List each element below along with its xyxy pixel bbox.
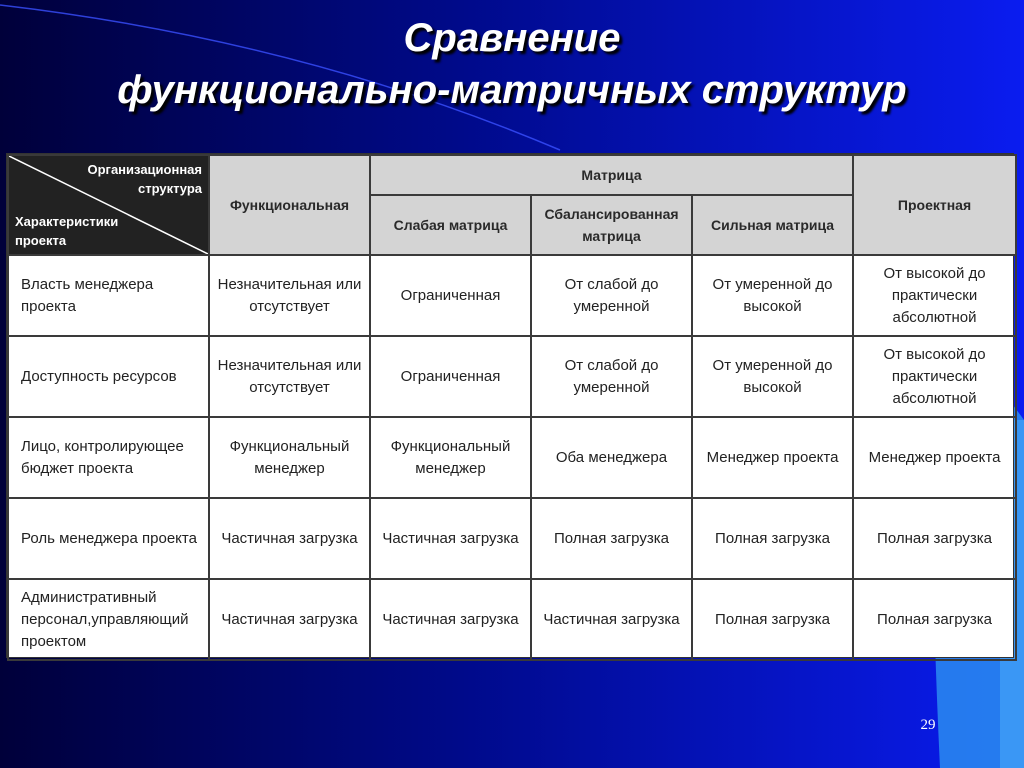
table-cell: Полная загрузка (692, 498, 853, 579)
slide-title (0, 12, 1024, 116)
table-cell: Функциональный менеджер (370, 417, 531, 498)
table-cell: Полная загрузка (531, 498, 692, 579)
table-row (8, 336, 1016, 417)
table-cell: Менеджер проекта (692, 417, 853, 498)
col-header-weak-matrix: Слабая матрица (370, 195, 531, 255)
comparison-table-container (6, 153, 1014, 658)
slide-number: 29 (920, 717, 936, 733)
col-header-functional: Функциональная (209, 155, 370, 255)
table-cell: От высокой до практически абсолютной (853, 255, 1016, 336)
row-label: Доступность ресурсов (8, 336, 209, 417)
col-header-matrix: Матрица (370, 155, 853, 195)
table-cell: Частичная загрузка (209, 498, 370, 579)
table-cell: От умеренной до высокой (692, 255, 853, 336)
corner-org-structure-label: Организационная структура (87, 162, 202, 196)
table-row (8, 417, 1016, 498)
table-cell: От умеренной до высокой (692, 336, 853, 417)
table-row (8, 255, 1016, 336)
table-cell: Частичная загрузка (209, 579, 370, 660)
table-cell: Полная загрузка (692, 579, 853, 660)
table-cell: Незначительная или отсутствует (209, 336, 370, 417)
table-cell: От высокой до практически абсолютной (853, 336, 1016, 417)
table-row (8, 498, 1016, 579)
row-label: Лицо, контролирующее бюджет проекта (8, 417, 209, 498)
table-row (8, 579, 1016, 660)
table-cell: Полная загрузка (853, 579, 1016, 660)
table-cell: Частичная загрузка (370, 498, 531, 579)
table-cell: Частичная загрузка (370, 579, 531, 660)
col-header-balanced-matrix: Сбалансированная матрица (531, 195, 692, 255)
table-cell: Оба менеджера (531, 417, 692, 498)
col-header-strong-matrix: Сильная матрица (692, 195, 853, 255)
col-header-project: Проектная (853, 155, 1016, 255)
row-label: Власть менеджера проекта (8, 255, 209, 336)
title-line-2: функционально-матричных структур (117, 68, 907, 112)
table-cell: Частичная загрузка (531, 579, 692, 660)
table-cell: Ограниченная (370, 336, 531, 417)
table-cell: Полная загрузка (853, 498, 1016, 579)
row-label: Роль менеджера проекта (8, 498, 209, 579)
title-line-1: Сравнение (403, 16, 621, 60)
row-label: Административный персонал,управляющий проектом (8, 579, 209, 660)
table-corner-header (8, 155, 209, 255)
table-cell: Менеджер проекта (853, 417, 1016, 498)
table-cell: Незначительная или отсутствует (209, 255, 370, 336)
table-cell: От слабой до умеренной (531, 255, 692, 336)
comparison-table (7, 154, 1017, 661)
corner-project-characteristics-label: Характеристики проекта (15, 214, 119, 248)
table-cell: От слабой до умеренной (531, 336, 692, 417)
table-cell: Ограниченная (370, 255, 531, 336)
table-cell: Функциональный менеджер (209, 417, 370, 498)
